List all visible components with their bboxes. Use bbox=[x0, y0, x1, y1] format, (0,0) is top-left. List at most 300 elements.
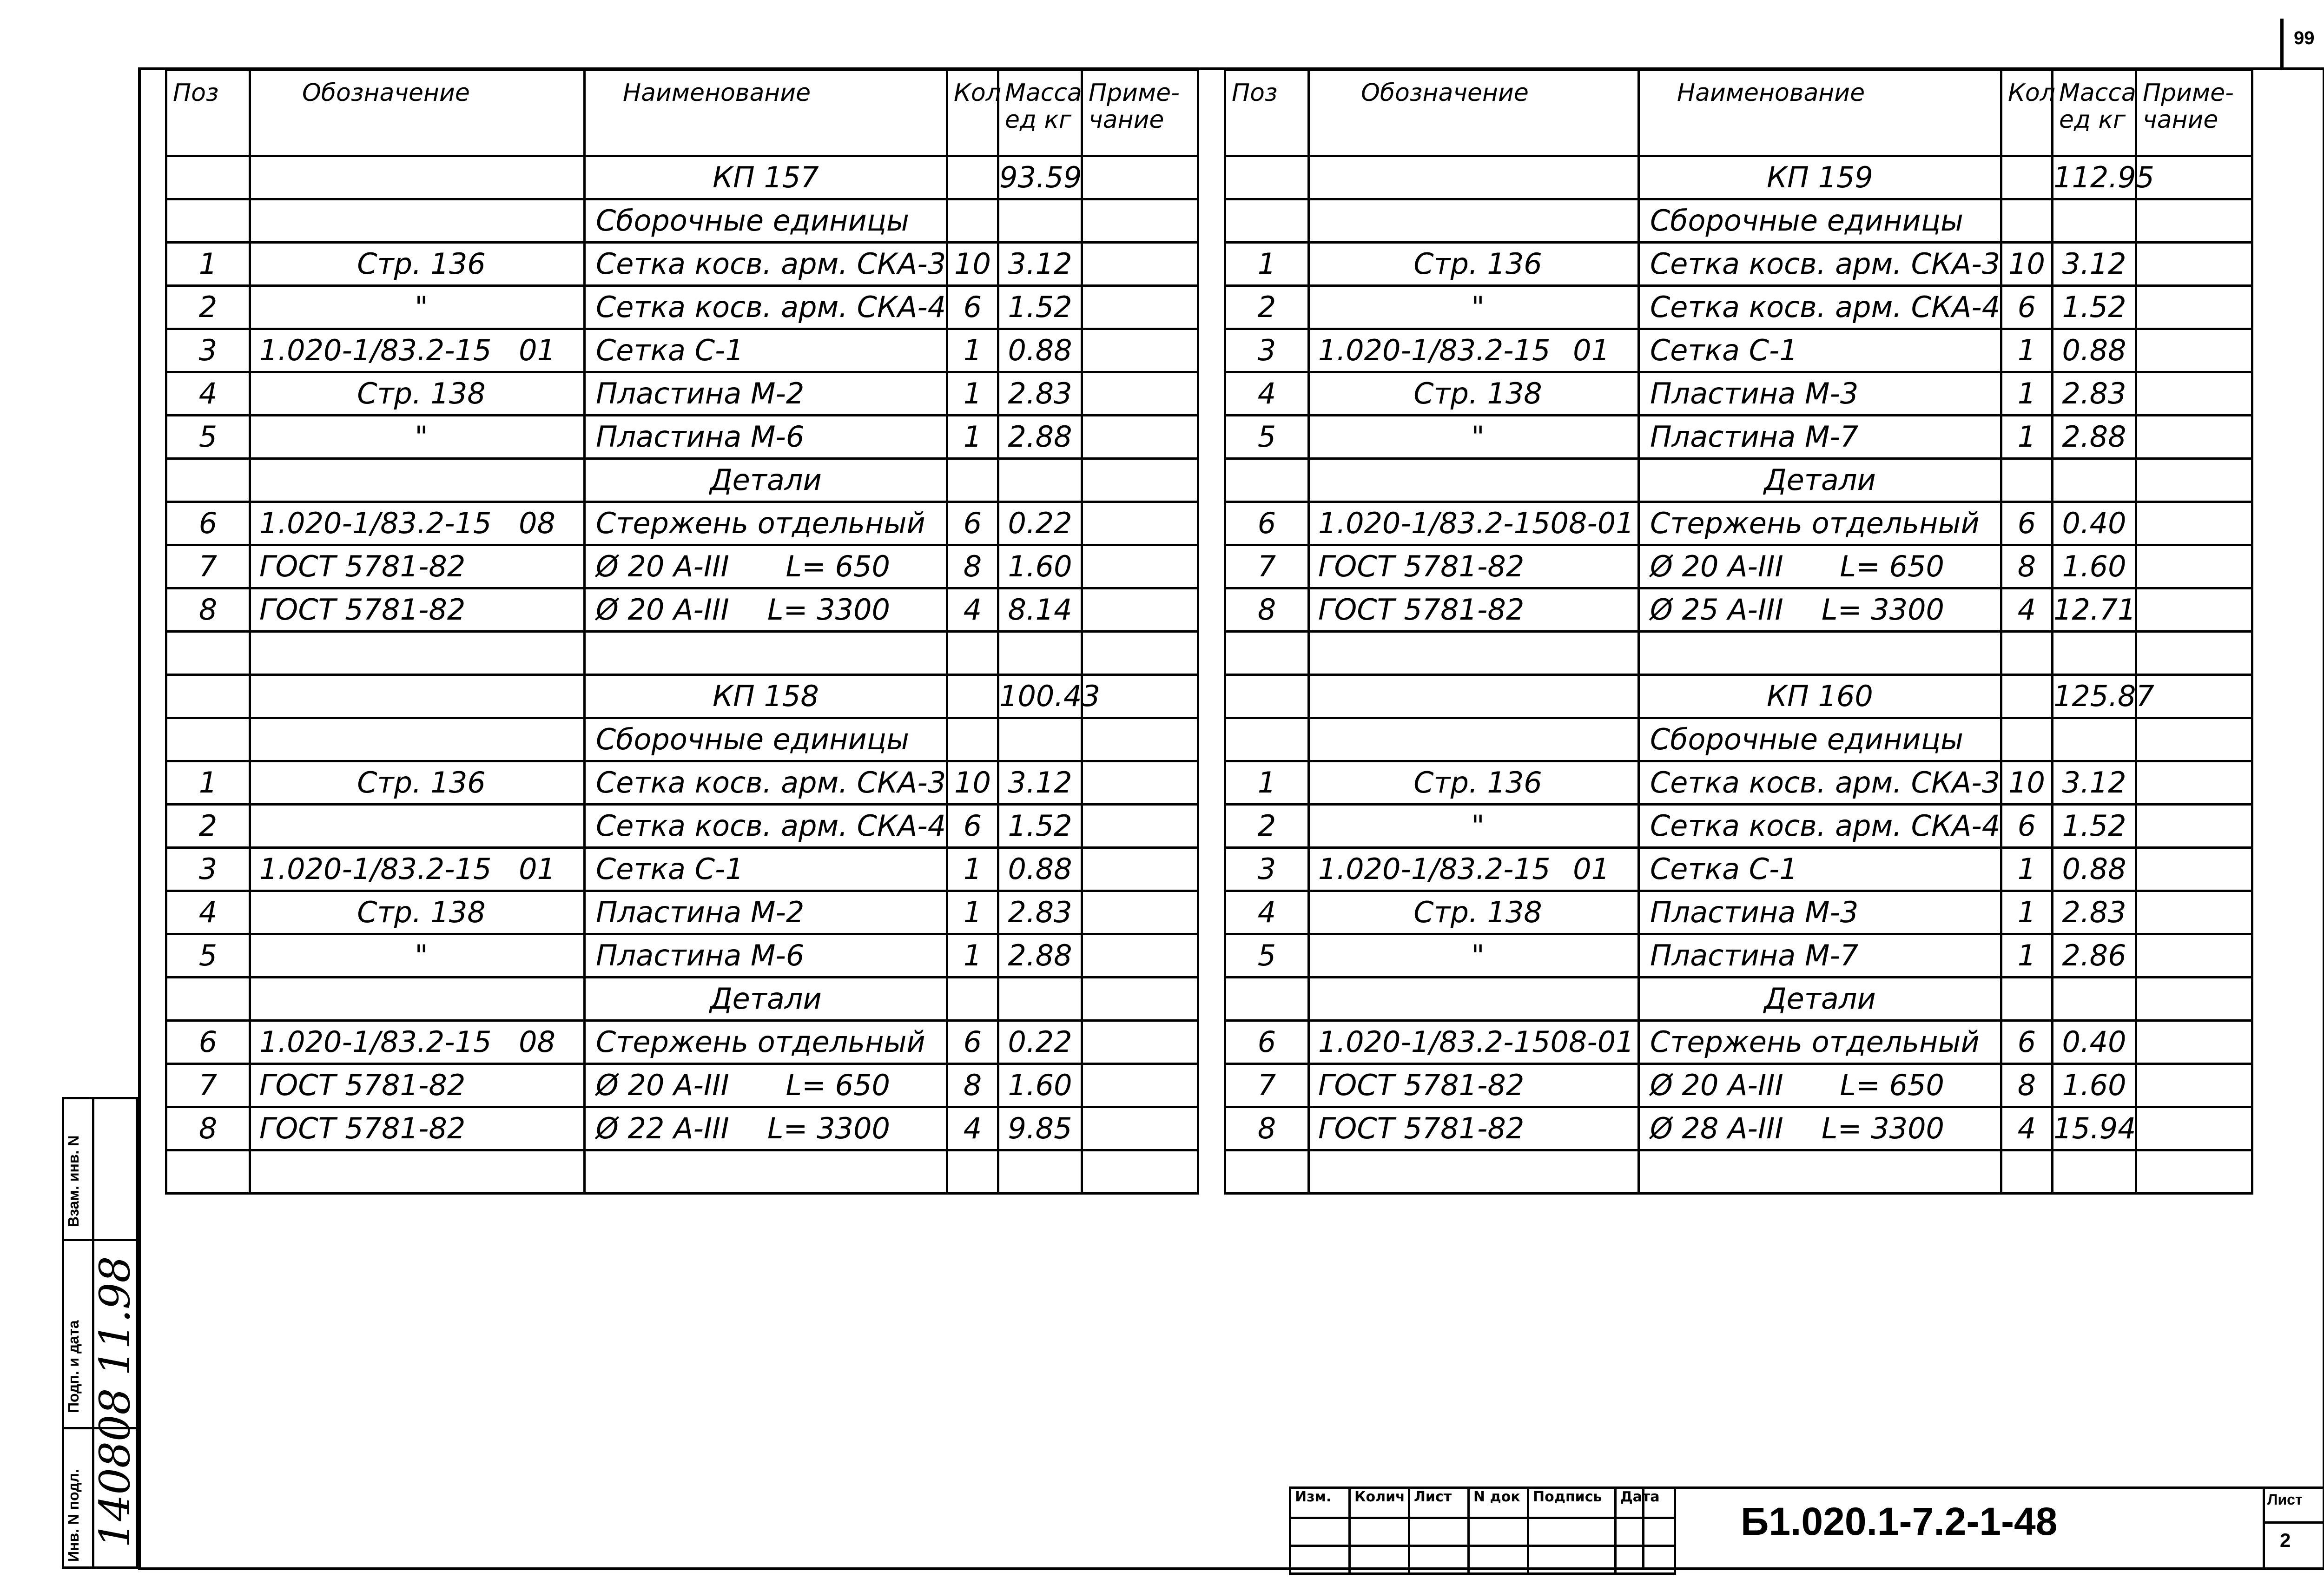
table-row bbox=[166, 1021, 1198, 1064]
cell-kol bbox=[947, 199, 998, 243]
cell-massa bbox=[2053, 978, 2136, 1021]
table-row bbox=[1225, 718, 2252, 761]
cell-naimenovanie bbox=[1639, 329, 2001, 372]
oboznachenie-suffix: 01 bbox=[519, 852, 555, 886]
naimenovanie-text: Сетка С-1 bbox=[596, 852, 744, 886]
table-row bbox=[166, 891, 1198, 934]
cell-massa bbox=[998, 978, 1082, 1021]
cell-pos: 6 bbox=[1225, 1021, 1309, 1064]
cell-oboznachenie bbox=[1309, 891, 1639, 934]
cell-naimenovanie bbox=[585, 1150, 947, 1194]
cell-kol bbox=[2001, 718, 2053, 761]
naimenovanie-text: Стержень отдельный bbox=[596, 506, 925, 540]
cell-massa: 2.88 bbox=[998, 416, 1082, 459]
table-row bbox=[1225, 286, 2252, 329]
cell-pos: 7 bbox=[1225, 1064, 1309, 1107]
cell-naimenovanie bbox=[585, 1107, 947, 1150]
naimenovanie-text: Ø 25 А-III bbox=[1650, 593, 1783, 627]
table-row bbox=[1225, 1107, 2252, 1150]
cell-pos: 5 bbox=[166, 934, 250, 978]
cell-naimenovanie bbox=[1639, 1150, 2001, 1194]
naimenovanie-text: Ø 20 А-III bbox=[596, 1068, 729, 1102]
cell-primechanie bbox=[2136, 588, 2252, 632]
cell-kol bbox=[947, 459, 998, 502]
cell-primechanie bbox=[1082, 329, 1198, 372]
cell-oboznachenie bbox=[250, 1150, 585, 1194]
naimenovanie-text: Ø 28 А-III bbox=[1650, 1111, 1783, 1145]
cell-oboznachenie bbox=[1309, 934, 1639, 978]
table-row bbox=[166, 978, 1198, 1021]
cell-primechanie bbox=[1082, 718, 1198, 761]
cell-pos: 5 bbox=[1225, 934, 1309, 978]
cell-pos bbox=[1225, 718, 1309, 761]
cell-pos: 7 bbox=[1225, 545, 1309, 588]
oboznachenie-text: ГОСТ 5781-82 bbox=[1318, 593, 1525, 627]
oboznachenie-text: 1.020-1/83.2-15 bbox=[1318, 333, 1551, 367]
cell-oboznachenie bbox=[250, 502, 585, 545]
naimenovanie-text: КП 159 bbox=[1767, 160, 1873, 194]
cell-kol: 1 bbox=[947, 891, 998, 934]
table-row bbox=[166, 761, 1198, 805]
col-header-primechanie: Приме-чание bbox=[2136, 70, 2252, 156]
cell-naimenovanie bbox=[585, 675, 947, 718]
oboznachenie-text: " bbox=[415, 290, 428, 324]
cell-massa: 8.14 bbox=[998, 588, 1082, 632]
cell-primechanie bbox=[2136, 632, 2252, 675]
cell-naimenovanie bbox=[1639, 502, 2001, 545]
cell-oboznachenie bbox=[250, 329, 585, 372]
cell-primechanie bbox=[2136, 502, 2252, 545]
cell-massa: 125.87 bbox=[2053, 675, 2136, 718]
cell-pos: 2 bbox=[166, 805, 250, 848]
cell-massa: 0.88 bbox=[2053, 848, 2136, 891]
cell-primechanie bbox=[2136, 372, 2252, 416]
naimenovanie-text: Сетка косв. арм. СКА-3 bbox=[1650, 766, 2000, 799]
sheet-cell-divider bbox=[2265, 1521, 2323, 1524]
oboznachenie-suffix: 01 bbox=[1573, 333, 1610, 367]
cell-naimenovanie bbox=[1639, 761, 2001, 805]
naimenovanie-text: Сетка С-1 bbox=[1650, 852, 1798, 886]
naimenovanie-text: Ø 22 А-III bbox=[596, 1111, 729, 1145]
cell-naimenovanie bbox=[1639, 416, 2001, 459]
cell-naimenovanie bbox=[1639, 805, 2001, 848]
oboznachenie-text: " bbox=[415, 938, 428, 972]
cell-primechanie bbox=[1082, 156, 1198, 199]
cell-primechanie bbox=[2136, 934, 2252, 978]
cell-massa: 1.52 bbox=[2053, 805, 2136, 848]
cell-pos bbox=[1225, 199, 1309, 243]
cell-oboznachenie bbox=[250, 1107, 585, 1150]
cell-massa: 3.12 bbox=[998, 243, 1082, 286]
col-header-pos: Поз bbox=[1225, 70, 1309, 156]
cell-naimenovanie bbox=[585, 156, 947, 199]
naimenovanie-text: Пластина М-6 bbox=[596, 420, 805, 454]
cell-oboznachenie bbox=[1309, 545, 1639, 588]
cell-pos bbox=[166, 156, 250, 199]
cell-naimenovanie bbox=[1639, 891, 2001, 934]
cell-oboznachenie bbox=[1309, 199, 1639, 243]
cell-pos: 8 bbox=[166, 588, 250, 632]
cell-oboznachenie bbox=[250, 416, 585, 459]
cell-naimenovanie bbox=[585, 978, 947, 1021]
cell-pos: 4 bbox=[1225, 372, 1309, 416]
cell-primechanie bbox=[1082, 978, 1198, 1021]
table-row bbox=[1225, 588, 2252, 632]
naimenovanie-text: Пластина М-3 bbox=[1650, 377, 1859, 410]
cell-massa: 2.83 bbox=[2053, 372, 2136, 416]
table-row bbox=[166, 329, 1198, 372]
tb-header-podpis: Подпись bbox=[1528, 1488, 1616, 1518]
cell-pos: 2 bbox=[166, 286, 250, 329]
cell-naimenovanie bbox=[585, 199, 947, 243]
cell-naimenovanie bbox=[585, 459, 947, 502]
cell-oboznachenie bbox=[250, 761, 585, 805]
cell-pos: 3 bbox=[1225, 848, 1309, 891]
cell-massa: 1.60 bbox=[2053, 545, 2136, 588]
cell-primechanie bbox=[2136, 416, 2252, 459]
cell-pos: 7 bbox=[166, 545, 250, 588]
naimenovanie-text: Сетка косв. арм. СКА-3 bbox=[596, 247, 946, 281]
table-row bbox=[1225, 329, 2252, 372]
cell-oboznachenie bbox=[1309, 1021, 1639, 1064]
cell-pos bbox=[1225, 1150, 1309, 1194]
cell-oboznachenie bbox=[1309, 1107, 1639, 1150]
cell-massa: 100.43 bbox=[998, 675, 1082, 718]
cell-kol: 4 bbox=[947, 1107, 998, 1150]
cell-naimenovanie bbox=[585, 632, 947, 675]
side-stamp-divider bbox=[64, 1239, 136, 1241]
cell-kol: 6 bbox=[2001, 1021, 2053, 1064]
cell-pos bbox=[166, 632, 250, 675]
table-row bbox=[166, 1150, 1198, 1194]
cell-naimenovanie bbox=[585, 848, 947, 891]
oboznachenie-text: 1.020-1/83.2-15 bbox=[259, 333, 492, 367]
cell-primechanie bbox=[2136, 243, 2252, 286]
table-row bbox=[1225, 805, 2252, 848]
cell-kol: 8 bbox=[2001, 545, 2053, 588]
oboznachenie-text: ГОСТ 5781-82 bbox=[259, 1111, 466, 1145]
table-row bbox=[1225, 545, 2252, 588]
naimenovanie-length: L= 650 bbox=[786, 1068, 890, 1102]
cell-massa bbox=[998, 632, 1082, 675]
cell-kol bbox=[2001, 199, 2053, 243]
cell-naimenovanie bbox=[585, 891, 947, 934]
cell-pos: 6 bbox=[166, 502, 250, 545]
table-row bbox=[166, 848, 1198, 891]
cell-naimenovanie bbox=[1639, 1064, 2001, 1107]
oboznachenie-text: Стр. 136 bbox=[357, 766, 486, 799]
cell-massa: 9.85 bbox=[998, 1107, 1082, 1150]
oboznachenie-text: " bbox=[415, 420, 428, 454]
cell-kol: 1 bbox=[2001, 416, 2053, 459]
col-header-kol: Кол bbox=[947, 70, 998, 156]
cell-primechanie bbox=[2136, 805, 2252, 848]
cell-oboznachenie bbox=[1309, 502, 1639, 545]
cell-naimenovanie bbox=[585, 372, 947, 416]
table-row bbox=[1225, 502, 2252, 545]
cell-pos: 1 bbox=[1225, 761, 1309, 805]
cell-primechanie bbox=[1082, 848, 1198, 891]
cell-oboznachenie bbox=[1309, 156, 1639, 199]
oboznachenie-suffix: 01 bbox=[1573, 852, 1610, 886]
cell-pos bbox=[1225, 978, 1309, 1021]
table-row bbox=[1225, 372, 2252, 416]
oboznachenie-text: ГОСТ 5781-82 bbox=[259, 1068, 466, 1102]
cell-primechanie bbox=[2136, 1021, 2252, 1064]
table-row bbox=[1225, 675, 2252, 718]
cell-naimenovanie bbox=[1639, 675, 2001, 718]
table-row bbox=[166, 632, 1198, 675]
table-row bbox=[166, 1107, 1198, 1150]
table-row bbox=[166, 805, 1198, 848]
table-row bbox=[166, 502, 1198, 545]
cell-oboznachenie bbox=[250, 286, 585, 329]
table-row bbox=[166, 199, 1198, 243]
oboznachenie-text: " bbox=[1471, 290, 1485, 324]
cell-kol: 1 bbox=[947, 934, 998, 978]
tb-header-data: Дата bbox=[1616, 1488, 1675, 1518]
table-row bbox=[1225, 199, 2252, 243]
cell-primechanie bbox=[2136, 1150, 2252, 1194]
cell-massa: 0.88 bbox=[998, 329, 1082, 372]
cell-kol: 1 bbox=[947, 848, 998, 891]
table-row bbox=[166, 718, 1198, 761]
cell-massa: 1.52 bbox=[998, 286, 1082, 329]
table-row bbox=[1225, 1021, 2252, 1064]
naimenovanie-text: КП 160 bbox=[1767, 679, 1873, 713]
cell-kol: 1 bbox=[2001, 934, 2053, 978]
col-header-massa: Масса ед кг bbox=[2053, 70, 2136, 156]
cell-oboznachenie bbox=[250, 718, 585, 761]
cell-primechanie bbox=[1082, 372, 1198, 416]
naimenovanie-text: Пластина М-7 bbox=[1650, 420, 1859, 454]
cell-pos: 6 bbox=[1225, 502, 1309, 545]
table-row bbox=[166, 156, 1198, 199]
naimenovanie-text: Сетка косв. арм. СКА-4 bbox=[596, 809, 946, 843]
side-value-podp-data: 11.98 bbox=[91, 1256, 139, 1376]
side-value-inv-podl: 140808 bbox=[91, 1388, 139, 1548]
naimenovanie-text: Сетка С-1 bbox=[596, 333, 744, 367]
cell-massa: 2.83 bbox=[998, 372, 1082, 416]
oboznachenie-text: ГОСТ 5781-82 bbox=[1318, 1068, 1525, 1102]
cell-oboznachenie bbox=[250, 243, 585, 286]
naimenovanie-text: Сетка косв. арм. СКА-4 bbox=[1650, 809, 2000, 843]
cell-oboznachenie bbox=[1309, 286, 1639, 329]
cell-oboznachenie bbox=[250, 978, 585, 1021]
title-block-header-row bbox=[1290, 1488, 1675, 1518]
cell-massa: 1.52 bbox=[2053, 286, 2136, 329]
cell-naimenovanie bbox=[585, 588, 947, 632]
cell-naimenovanie bbox=[1639, 1021, 2001, 1064]
cell-massa: 12.71 bbox=[2053, 588, 2136, 632]
side-label-inv-podl: Инв. N подл. bbox=[65, 1469, 82, 1562]
cell-kol: 10 bbox=[2001, 761, 2053, 805]
cell-oboznachenie bbox=[250, 372, 585, 416]
cell-primechanie bbox=[2136, 761, 2252, 805]
naimenovanie-text: Сборочные единицы bbox=[1650, 722, 1964, 756]
title-block-row bbox=[1290, 1518, 1675, 1546]
cell-naimenovanie bbox=[1639, 1107, 2001, 1150]
cell-massa bbox=[2053, 459, 2136, 502]
document-code: Б1.020.1-7.2-1-48 bbox=[1741, 1500, 2058, 1543]
cell-pos bbox=[1225, 156, 1309, 199]
cell-massa: 15.94 bbox=[2053, 1107, 2136, 1150]
cell-oboznachenie bbox=[250, 632, 585, 675]
cell-oboznachenie bbox=[1309, 243, 1639, 286]
naimenovanie-text: Ø 20 А-III bbox=[596, 549, 729, 583]
page-number: 99 bbox=[2294, 28, 2315, 48]
cell-kol: 1 bbox=[947, 372, 998, 416]
naimenovanie-length: L= 3300 bbox=[767, 1111, 890, 1145]
oboznachenie-text: Стр. 136 bbox=[1413, 766, 1542, 799]
cell-massa: 2.83 bbox=[998, 891, 1082, 934]
cell-primechanie bbox=[1082, 805, 1198, 848]
table-header-row bbox=[166, 70, 1198, 156]
cell-pos: 8 bbox=[1225, 588, 1309, 632]
cell-pos bbox=[1225, 459, 1309, 502]
tb-header-kolich: Колич bbox=[1350, 1488, 1409, 1518]
cell-primechanie bbox=[2136, 1064, 2252, 1107]
cell-naimenovanie bbox=[1639, 286, 2001, 329]
oboznachenie-text: 1.020-1/83.2-15 bbox=[1318, 506, 1551, 540]
cell-pos bbox=[1225, 632, 1309, 675]
cell-primechanie bbox=[2136, 891, 2252, 934]
cell-naimenovanie bbox=[1639, 718, 2001, 761]
cell-primechanie bbox=[2136, 718, 2252, 761]
cell-primechanie bbox=[2136, 459, 2252, 502]
cell-kol: 10 bbox=[947, 761, 998, 805]
cell-massa: 2.88 bbox=[998, 934, 1082, 978]
cell-pos bbox=[166, 978, 250, 1021]
col-header-primechanie: Приме-чание bbox=[1082, 70, 1198, 156]
cell-pos bbox=[166, 1150, 250, 1194]
cell-pos: 3 bbox=[166, 848, 250, 891]
naimenovanie-text: Стержень отдельный bbox=[1650, 1025, 1980, 1059]
cell-oboznachenie bbox=[250, 588, 585, 632]
oboznachenie-text: Стр. 138 bbox=[1413, 377, 1542, 410]
cell-naimenovanie bbox=[1639, 372, 2001, 416]
naimenovanie-text: Сетка косв. арм. СКА-4 bbox=[596, 290, 946, 324]
naimenovanie-text: Сетка косв. арм. СКА-3 bbox=[596, 766, 946, 799]
cell-naimenovanie bbox=[585, 286, 947, 329]
cell-primechanie bbox=[2136, 1107, 2252, 1150]
cell-naimenovanie bbox=[585, 934, 947, 978]
cell-naimenovanie bbox=[585, 1021, 947, 1064]
cell-primechanie bbox=[1082, 1107, 1198, 1150]
cell-oboznachenie bbox=[1309, 416, 1639, 459]
cell-pos bbox=[166, 675, 250, 718]
cell-naimenovanie bbox=[1639, 545, 2001, 588]
cell-primechanie bbox=[1082, 1021, 1198, 1064]
cell-kol bbox=[947, 1150, 998, 1194]
cell-massa: 3.12 bbox=[998, 761, 1082, 805]
cell-massa: 0.22 bbox=[998, 1021, 1082, 1064]
oboznachenie-text: ГОСТ 5781-82 bbox=[1318, 549, 1525, 583]
table-row bbox=[166, 372, 1198, 416]
oboznachenie-text: Стр. 136 bbox=[357, 247, 486, 281]
cell-oboznachenie bbox=[250, 156, 585, 199]
cell-massa: 1.60 bbox=[998, 1064, 1082, 1107]
cell-oboznachenie bbox=[1309, 761, 1639, 805]
oboznachenie-suffix: 08-01 bbox=[1550, 506, 1634, 540]
cell-primechanie bbox=[2136, 286, 2252, 329]
cell-pos: 5 bbox=[166, 416, 250, 459]
cell-naimenovanie bbox=[1639, 848, 2001, 891]
oboznachenie-text: Стр. 136 bbox=[1413, 247, 1542, 281]
cell-oboznachenie bbox=[250, 805, 585, 848]
cell-oboznachenie bbox=[1309, 1150, 1639, 1194]
cell-naimenovanie bbox=[585, 416, 947, 459]
table-row bbox=[166, 243, 1198, 286]
cell-kol: 6 bbox=[2001, 805, 2053, 848]
col-header-oboznachenie: Обозначение bbox=[1309, 70, 1639, 156]
cell-oboznachenie bbox=[1309, 1064, 1639, 1107]
cell-primechanie bbox=[1082, 588, 1198, 632]
cell-pos: 3 bbox=[1225, 329, 1309, 372]
cell-primechanie bbox=[1082, 416, 1198, 459]
cell-pos: 4 bbox=[1225, 891, 1309, 934]
cell-oboznachenie bbox=[250, 545, 585, 588]
table-row bbox=[1225, 632, 2252, 675]
naimenovanie-text: Ø 20 А-III bbox=[596, 593, 729, 627]
cell-oboznachenie bbox=[1309, 718, 1639, 761]
cell-massa: 0.22 bbox=[998, 502, 1082, 545]
cell-primechanie bbox=[1082, 459, 1198, 502]
table-row bbox=[1225, 459, 2252, 502]
tb-header-izm: Изм. bbox=[1290, 1488, 1350, 1518]
oboznachenie-text: ГОСТ 5781-82 bbox=[259, 593, 466, 627]
naimenovanie-text: Стержень отдельный bbox=[1650, 506, 1980, 540]
cell-oboznachenie bbox=[1309, 805, 1639, 848]
naimenovanie-text: Пластина М-3 bbox=[1650, 895, 1859, 929]
cell-kol: 4 bbox=[2001, 1107, 2053, 1150]
cell-pos: 8 bbox=[166, 1107, 250, 1150]
cell-primechanie bbox=[1082, 243, 1198, 286]
naimenovanie-text: КП 157 bbox=[713, 160, 819, 194]
cell-primechanie bbox=[1082, 1064, 1198, 1107]
cell-kol: 1 bbox=[2001, 891, 2053, 934]
sheet-label: Лист bbox=[2267, 1491, 2303, 1508]
naimenovanie-text: КП 158 bbox=[713, 679, 819, 713]
oboznachenie-suffix: 08 bbox=[519, 1025, 555, 1059]
oboznachenie-text: " bbox=[1471, 938, 1485, 972]
cell-primechanie bbox=[2136, 199, 2252, 243]
col-header-pos: Поз bbox=[166, 70, 250, 156]
cell-kol: 6 bbox=[947, 286, 998, 329]
cell-kol: 1 bbox=[2001, 329, 2053, 372]
cell-massa bbox=[998, 1150, 1082, 1194]
cell-kol: 1 bbox=[2001, 848, 2053, 891]
side-label-vzam-inv: Взам. инв. N bbox=[65, 1135, 82, 1227]
naimenovanie-text: Ø 20 А-III bbox=[1650, 549, 1783, 583]
cell-primechanie bbox=[2136, 545, 2252, 588]
naimenovanie-length: L= 650 bbox=[1840, 549, 1944, 583]
cell-massa: 0.40 bbox=[2053, 1021, 2136, 1064]
cell-massa: 2.86 bbox=[2053, 934, 2136, 978]
cell-massa bbox=[998, 459, 1082, 502]
oboznachenie-text: " bbox=[1471, 420, 1485, 454]
table-row bbox=[1225, 761, 2252, 805]
cell-naimenovanie bbox=[585, 718, 947, 761]
oboznachenie-text: 1.020-1/83.2-15 bbox=[1318, 1025, 1551, 1059]
cell-massa: 2.88 bbox=[2053, 416, 2136, 459]
table-row bbox=[166, 934, 1198, 978]
cell-naimenovanie bbox=[585, 545, 947, 588]
oboznachenie-suffix: 08 bbox=[519, 506, 555, 540]
table-row bbox=[166, 545, 1198, 588]
cell-pos: 4 bbox=[166, 372, 250, 416]
cell-kol: 6 bbox=[2001, 502, 2053, 545]
